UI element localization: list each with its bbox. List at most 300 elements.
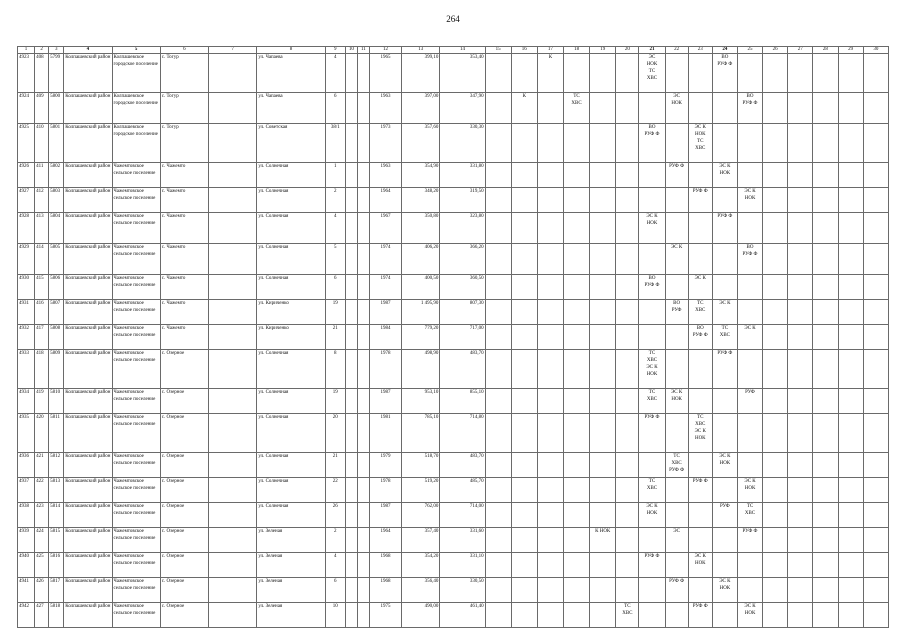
utility-code: ТС (697, 139, 704, 144)
work-cell-23 (688, 528, 712, 553)
utility-code: НОК (694, 561, 706, 566)
work-cell-27 (788, 188, 813, 213)
living-area-cell: 483,70 (440, 350, 485, 389)
street-cell: ул. Солнечная (257, 244, 325, 275)
work-cell-16 (511, 300, 537, 325)
utility-code: ЭС К (670, 390, 683, 395)
work-cell-16 (511, 54, 537, 93)
utility-code: ЭС К (719, 164, 731, 169)
work-cell-22 (665, 350, 688, 389)
work-cell-23 (688, 578, 712, 603)
utility-code: ХВС (695, 308, 706, 313)
street-cell: ул. Солнечная (257, 478, 325, 503)
work-cell-23 (688, 503, 712, 528)
work-cell-19 (590, 478, 616, 503)
locality-cell: с. Тогур (160, 93, 208, 124)
utility-code: ВО (648, 125, 656, 130)
page-number: 264 (446, 14, 460, 24)
row-index-cell: 424 (35, 528, 49, 553)
empty-cell (345, 528, 357, 553)
work-cell-25 (737, 350, 762, 389)
table-row (18, 188, 889, 213)
row-number-cell: 4928 (18, 213, 35, 244)
year-cell: 1987 (369, 503, 401, 528)
work-cell-17 (537, 124, 563, 163)
work-cell-29 (838, 478, 863, 503)
work-cell-28 (813, 54, 838, 93)
utility-code: ТС (648, 390, 656, 395)
work-cell-16 (511, 453, 537, 478)
work-cell-25 (737, 54, 762, 93)
work-cell-24 (712, 244, 737, 275)
locality-cell: с. Озерное (160, 503, 208, 528)
utility-code: ТС (624, 604, 631, 609)
work-cell-17 (537, 325, 563, 350)
house-number-cell: 2 (325, 528, 345, 553)
utility-code: ТС (648, 351, 656, 356)
house-number-cell: 38/1 (325, 124, 345, 163)
work-cell-26 (763, 350, 788, 389)
house-number-cell: 4 (325, 213, 345, 244)
row-index-cell: 427 (35, 603, 49, 628)
row-index-cell: 413 (35, 213, 49, 244)
work-cell-26 (763, 528, 788, 553)
work-cell-17 (537, 389, 563, 414)
work-cell-18 (564, 528, 590, 553)
table-row (18, 553, 889, 578)
area-cell: 357,60 (402, 124, 440, 163)
record-id-cell: 5816 (49, 553, 64, 578)
work-cell-15 (485, 54, 511, 93)
work-cell-21 (639, 414, 665, 453)
work-cell-18 (564, 54, 590, 93)
work-cell-27 (788, 325, 813, 350)
work-cell-27 (788, 54, 813, 93)
work-cell-16 (511, 325, 537, 350)
empty-cell (357, 275, 369, 300)
settlement-cell: Чажемтовское сельское поселение (112, 350, 160, 389)
work-cell-23 (688, 93, 712, 124)
empty-cell (209, 93, 257, 124)
empty-cell (345, 124, 357, 163)
column-number-cell: 26 (763, 47, 788, 54)
table-row (18, 244, 889, 275)
street-cell: ул. Кириченко (257, 300, 325, 325)
work-cell-29 (838, 300, 863, 325)
work-cell-30 (863, 124, 888, 163)
row-number-cell: 4937 (18, 478, 35, 503)
utility-code: ВО (746, 94, 754, 99)
row-number-cell: 4926 (18, 163, 35, 188)
record-id-cell: 5803 (49, 188, 64, 213)
locality-cell: с. Чажемто (160, 325, 208, 350)
work-cell-19 (590, 213, 616, 244)
area-cell: 350,80 (402, 213, 440, 244)
table-row (18, 389, 889, 414)
utility-code: РУФ Ф (692, 479, 708, 484)
table-row (18, 213, 889, 244)
work-cell-17 (537, 603, 563, 628)
work-cell-19: К НОК (590, 528, 616, 553)
column-number-row (18, 47, 889, 54)
work-cell-25 (737, 325, 762, 350)
row-index-cell: 415 (35, 275, 49, 300)
street-cell: ул. Чапаева (257, 54, 325, 93)
work-cell-22 (665, 93, 688, 124)
work-cell-28 (813, 300, 838, 325)
empty-cell (209, 503, 257, 528)
work-cell-28 (813, 213, 838, 244)
work-cell-26 (763, 389, 788, 414)
year-cell: 1964 (369, 188, 401, 213)
utility-code: ЭС К (694, 429, 706, 434)
work-cell-25 (737, 163, 762, 188)
work-cell-18 (564, 453, 590, 478)
work-cell-20 (616, 54, 639, 93)
area-cell: 519,20 (402, 478, 440, 503)
work-cell-18 (564, 163, 590, 188)
living-area-cell: 485,70 (440, 478, 485, 503)
row-number-cell: 4938 (18, 503, 35, 528)
settlement-cell: Чажемтовское сельское поселение (112, 188, 160, 213)
work-cell-29 (838, 213, 863, 244)
work-cell-15 (485, 553, 511, 578)
utility-code: ВО (673, 301, 681, 306)
record-id-cell: 5809 (49, 350, 64, 389)
locality-cell: с. Озерное (160, 478, 208, 503)
work-cell-20 (616, 124, 639, 163)
empty-cell (357, 325, 369, 350)
utility-code: НОК (744, 486, 756, 491)
utility-code: ВО (696, 326, 704, 331)
row-number-cell: 4925 (18, 124, 35, 163)
empty-cell (209, 389, 257, 414)
work-cell-23 (688, 389, 712, 414)
utility-code: ТС (746, 504, 754, 509)
row-index-cell: 420 (35, 414, 49, 453)
locality-cell: с. Озерное (160, 350, 208, 389)
work-cell-25 (737, 93, 762, 124)
street-cell: ул. Зеленая (257, 578, 325, 603)
work-cell-28 (813, 244, 838, 275)
empty-cell (345, 188, 357, 213)
empty-cell (209, 163, 257, 188)
house-number-cell: 19 (325, 389, 345, 414)
work-cell-28 (813, 453, 838, 478)
area-cell: 354,90 (402, 163, 440, 188)
work-cell-20 (616, 453, 639, 478)
record-id-cell: 5817 (49, 578, 64, 603)
living-area-cell: 360,50 (440, 275, 485, 300)
utility-code: ЭС К (744, 604, 756, 609)
row-number-cell: 4942 (18, 603, 35, 628)
utility-code: ХВС (646, 76, 658, 81)
column-number-cell: 1 (18, 47, 35, 54)
utility-code: РУФ Ф (669, 468, 685, 473)
row-index-cell: 416 (35, 300, 49, 325)
work-cell-28 (813, 325, 838, 350)
row-index-cell: 411 (35, 163, 49, 188)
house-number-cell: 8 (325, 350, 345, 389)
work-cell-24 (712, 275, 737, 300)
area-cell: 397,00 (402, 93, 440, 124)
work-cell-25 (737, 603, 762, 628)
work-cell-17 (537, 188, 563, 213)
settlement-cell: Чажемтовское сельское поселение (112, 163, 160, 188)
settlement-cell: Чажемтовское сельское поселение (112, 453, 160, 478)
work-cell-15 (485, 188, 511, 213)
settlement-cell: Колпашевское городское поселение (112, 93, 160, 124)
work-cell-19 (590, 124, 616, 163)
street-cell: ул. Солнечная (257, 213, 325, 244)
house-number-cell: 26 (325, 503, 345, 528)
utility-code: НОК (719, 171, 731, 176)
district-cell: Колпашевский район (64, 188, 112, 213)
empty-cell (345, 93, 357, 124)
living-area-cell: 331,80 (440, 163, 485, 188)
utility-code: ТС (697, 415, 704, 420)
empty-cell (345, 503, 357, 528)
district-cell: Колпашевский район (64, 414, 112, 453)
empty-cell (345, 325, 357, 350)
work-cell-19 (590, 578, 616, 603)
work-cell-24 (712, 503, 737, 528)
empty-cell (357, 578, 369, 603)
living-area-cell: 714,00 (440, 503, 485, 528)
work-cell-21 (639, 389, 665, 414)
work-cell-28 (813, 503, 838, 528)
utility-code: РУФ Ф (669, 579, 685, 584)
work-cell-22 (665, 503, 688, 528)
table-row (18, 478, 889, 503)
work-cell-22 (665, 453, 688, 478)
work-cell-15 (485, 93, 511, 124)
utility-code: РУФ (671, 308, 682, 313)
utility-code: ЭС К (670, 245, 683, 250)
work-cell-28 (813, 350, 838, 389)
empty-cell (357, 244, 369, 275)
district-cell: Колпашевский район (64, 275, 112, 300)
living-area-cell: 483,70 (440, 453, 485, 478)
work-cell-19 (590, 453, 616, 478)
work-cell-30 (863, 275, 888, 300)
locality-cell: с. Тогур (160, 124, 208, 163)
work-cell-26 (763, 325, 788, 350)
work-cell-27 (788, 453, 813, 478)
work-cell-27 (788, 478, 813, 503)
living-area-cell: 347,90 (440, 93, 485, 124)
empty-cell (357, 453, 369, 478)
utility-code: НОК (646, 372, 658, 377)
work-cell-27 (788, 350, 813, 389)
row-index-cell: 419 (35, 389, 49, 414)
record-id-cell: 5805 (49, 244, 64, 275)
work-cell-18 (564, 325, 590, 350)
work-cell-23 (688, 325, 712, 350)
district-cell: Колпашевский район (64, 325, 112, 350)
utility-code: ХВС (744, 511, 756, 516)
utility-code: ХВС (571, 101, 582, 106)
district-cell: Колпашевский район (64, 54, 112, 93)
year-cell: 1974 (369, 244, 401, 275)
work-cell-24 (712, 453, 737, 478)
row-number-cell: 4940 (18, 553, 35, 578)
settlement-cell: Чажемтовское сельское поселение (112, 503, 160, 528)
empty-cell (357, 603, 369, 628)
work-cell-30 (863, 54, 888, 93)
work-cell-21 (639, 453, 665, 478)
utility-code: РУФ Ф (717, 351, 733, 356)
district-cell: Колпашевский район (64, 453, 112, 478)
work-cell-30 (863, 553, 888, 578)
work-cell-25 (737, 478, 762, 503)
work-cell-26 (763, 503, 788, 528)
living-area-cell: 330,50 (440, 578, 485, 603)
work-cell-23 (688, 275, 712, 300)
area-cell: 354,20 (402, 553, 440, 578)
row-number-cell: 4923 (18, 54, 35, 93)
work-cell-26 (763, 244, 788, 275)
year-cell: 1987 (369, 300, 401, 325)
work-cell-17 (537, 453, 563, 478)
utility-code: НОК (646, 221, 658, 226)
work-cell-29 (838, 503, 863, 528)
utility-code: РУФ Ф (717, 62, 733, 67)
empty-cell (209, 453, 257, 478)
living-area-cell: 807,30 (440, 300, 485, 325)
work-cell-24 (712, 478, 737, 503)
work-cell-17 (537, 244, 563, 275)
utility-code: ЭС (673, 94, 680, 99)
table-row (18, 350, 889, 389)
work-cell-23 (688, 553, 712, 578)
table-row (18, 325, 889, 350)
street-cell: ул. Солнечная (257, 414, 325, 453)
settlement-cell: Чажемтовское сельское поселение (112, 578, 160, 603)
area-cell: 400,50 (402, 275, 440, 300)
table-row (18, 578, 889, 603)
empty-cell (209, 528, 257, 553)
street-cell: ул. Зеленая (257, 603, 325, 628)
living-area-cell: 717,00 (440, 325, 485, 350)
work-cell-16 (511, 213, 537, 244)
street-cell: ул. Чапаева (257, 93, 325, 124)
table-row (18, 503, 889, 528)
utility-code: РУФ Ф (742, 529, 758, 534)
utility-code: РУФ Ф (644, 283, 660, 288)
utility-code: РУФ Ф (692, 189, 708, 194)
work-cell-19 (590, 414, 616, 453)
utility-code: ХВС (719, 333, 730, 338)
column-number-cell: 13 (402, 47, 440, 54)
empty-cell (209, 553, 257, 578)
utility-code: ЭС К (646, 214, 658, 219)
work-cell-27 (788, 603, 813, 628)
work-cell-28 (813, 528, 838, 553)
column-number-cell: 5 (112, 47, 160, 54)
work-cell-29 (838, 93, 863, 124)
work-cell-27 (788, 553, 813, 578)
empty-cell (357, 503, 369, 528)
work-cell-27 (788, 528, 813, 553)
street-cell: ул. Солнечная (257, 163, 325, 188)
utility-code: НОК (671, 101, 682, 106)
work-cell-15 (485, 213, 511, 244)
work-cell-21 (639, 163, 665, 188)
empty-cell (345, 478, 357, 503)
work-cell-24 (712, 124, 737, 163)
utility-code: РУФ Ф (669, 164, 685, 169)
work-cell-15 (485, 124, 511, 163)
living-area-cell: 323,80 (440, 213, 485, 244)
area-cell: 498,90 (402, 350, 440, 389)
work-cell-15 (485, 453, 511, 478)
utility-code: РУФ Ф (717, 214, 733, 219)
work-cell-21 (639, 93, 665, 124)
locality-cell: с. Чажемто (160, 163, 208, 188)
work-cell-30 (863, 244, 888, 275)
row-number-cell: 4939 (18, 528, 35, 553)
work-cell-28 (813, 414, 838, 453)
street-cell: ул. Солнечная (257, 188, 325, 213)
work-cell-28 (813, 275, 838, 300)
work-cell-28 (813, 188, 838, 213)
work-cell-23 (688, 124, 712, 163)
work-cell-22 (665, 414, 688, 453)
work-cell-18 (564, 389, 590, 414)
work-cell-28 (813, 93, 838, 124)
work-cell-16 (511, 163, 537, 188)
year-cell: 1979 (369, 453, 401, 478)
housing-register-table (17, 46, 889, 628)
empty-cell (357, 54, 369, 93)
work-cell-16 (511, 188, 537, 213)
work-cell-29 (838, 124, 863, 163)
street-cell: ул. Солнечная (257, 389, 325, 414)
work-cell-25 (737, 213, 762, 244)
work-cell-19 (590, 244, 616, 275)
empty-cell (345, 578, 357, 603)
work-cell-16 (511, 244, 537, 275)
row-number-cell: 4932 (18, 325, 35, 350)
row-number-cell: 4931 (18, 300, 35, 325)
utility-code: НОК (719, 461, 731, 466)
table-row (18, 528, 889, 553)
house-number-cell: 10 (325, 603, 345, 628)
empty-cell (209, 244, 257, 275)
empty-cell (209, 478, 257, 503)
locality-cell: с. Озерное (160, 553, 208, 578)
year-cell: 1987 (369, 389, 401, 414)
work-cell-30 (863, 163, 888, 188)
row-number-cell: 4929 (18, 244, 35, 275)
column-number-cell: 23 (688, 47, 712, 54)
work-cell-22 (665, 528, 688, 553)
living-area-cell: 855,10 (440, 389, 485, 414)
work-cell-29 (838, 414, 863, 453)
work-cell-21 (639, 124, 665, 163)
empty-cell (345, 213, 357, 244)
settlement-cell: Чажемтовское сельское поселение (112, 325, 160, 350)
work-cell-15 (485, 300, 511, 325)
area-cell: 490,00 (402, 603, 440, 628)
work-cell-22 (665, 553, 688, 578)
work-cell-21 (639, 188, 665, 213)
work-cell-17 (537, 503, 563, 528)
utility-code: РУФ (745, 390, 755, 395)
settlement-cell: Чажемтовское сельское поселение (112, 528, 160, 553)
settlement-cell: Чажемтовское сельское поселение (112, 603, 160, 628)
